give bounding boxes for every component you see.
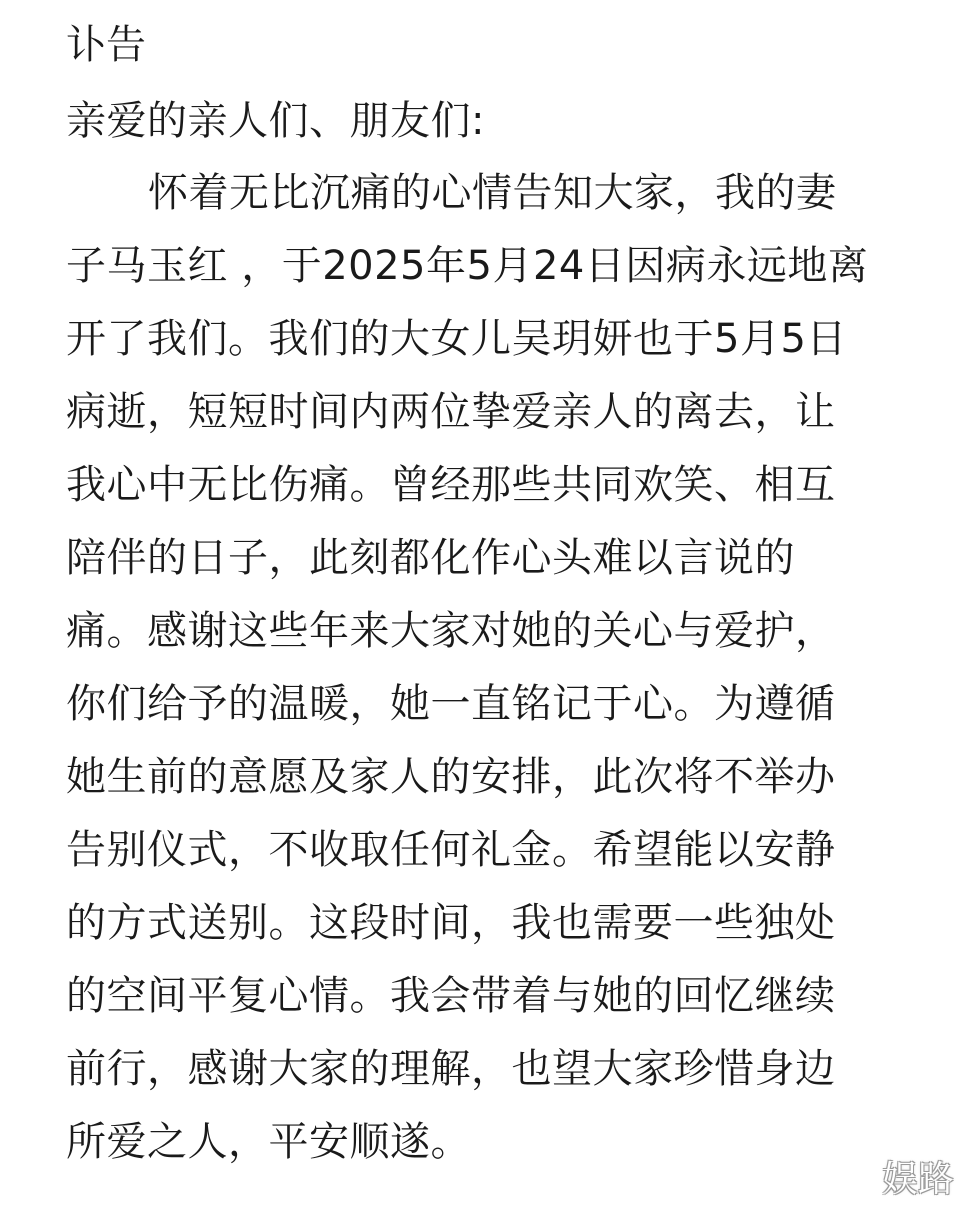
body-line: 你们给予的温暖，她一直铭记于心。为遵循 bbox=[66, 681, 836, 727]
body-line: 前行，感谢大家的理解，也望大家珍惜身边 bbox=[66, 1046, 836, 1092]
body-line: 痛。感谢这些年来大家对她的关心与爱护， bbox=[66, 608, 836, 654]
body-line: 开了我们。我们的大女儿吴玥妍也于5月5日 bbox=[66, 316, 847, 362]
body-line: 告别仪式，不收取任何礼金。希望能以安静 bbox=[66, 827, 836, 873]
watermark-logo: 娱路 bbox=[881, 1159, 954, 1200]
body-line: 的空间平复心情。我会带着与她的回忆继续 bbox=[66, 973, 836, 1019]
body-line: 我心中无比伤痛。曾经那些共同欢笑、相互 bbox=[66, 462, 836, 508]
body-line: 病逝，短短时间内两位挚爱亲人的离去，让 bbox=[66, 389, 836, 435]
body-line: 子马玉红 ，于2025年5月24日因病永远地离 bbox=[66, 243, 869, 289]
body-line: 怀着无比沉痛的心情告知大家，我的妻 bbox=[148, 170, 837, 216]
body-line: 的方式送别。这段时间，我也需要一些独处 bbox=[66, 900, 836, 946]
body-line: 陪伴的日子，此刻都化作心头难以言说的 bbox=[66, 535, 795, 581]
document-title: 讣告 bbox=[66, 22, 146, 68]
body-line: 所爱之人，平安顺遂。 bbox=[66, 1119, 471, 1165]
salutation-line: 亲爱的亲人们、朋友们: bbox=[66, 98, 485, 144]
body-line: 她生前的意愿及家人的安排，此次将不举办 bbox=[66, 754, 836, 800]
